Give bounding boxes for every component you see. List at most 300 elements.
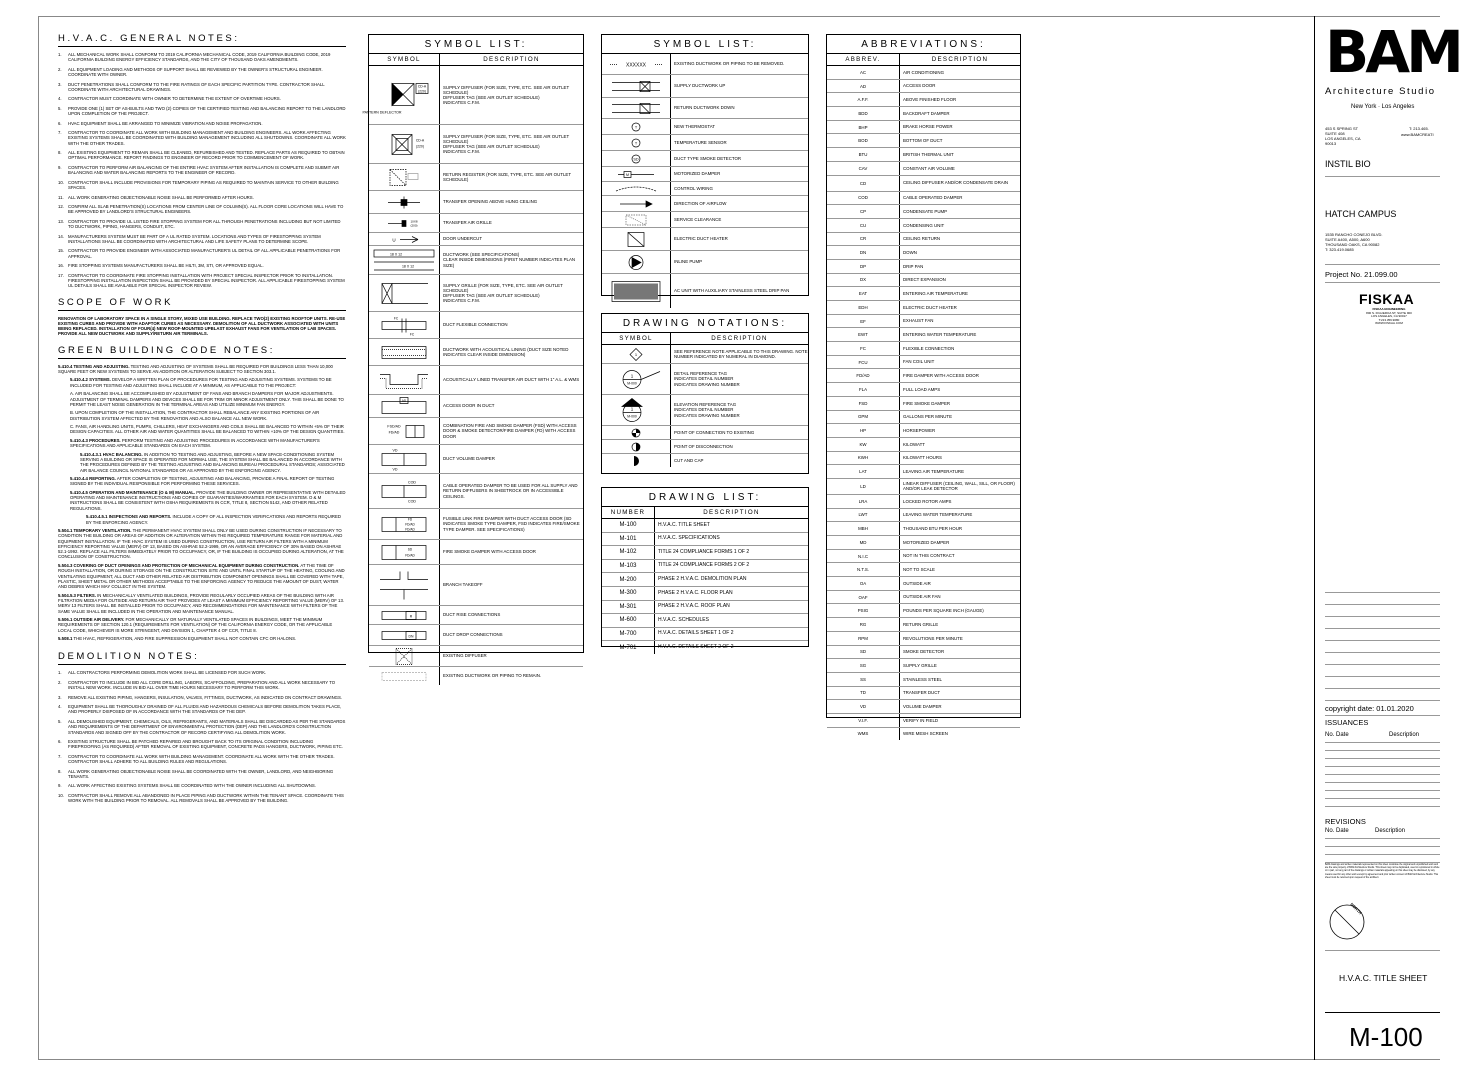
symbol-label: U bbox=[392, 237, 396, 242]
description-cell bbox=[440, 509, 583, 539]
disclaimer-text: BAM drawings and written materials represented on this sheet constitute the original and unpublished work and are the sole property of BAM Architecture Studio. This sheet may not be duplicated, used or reproduced in whole or in part, nor any part of the drawings or written materials appearing on this sheet may be disclosed, by any means used for any other work except by agreement and prior written consent of BAM Architecture Studio. This sheet must be returned upon request of the architect. bbox=[1325, 864, 1440, 879]
engineer-line: LOS ANGELES, CA 90017 bbox=[1371, 314, 1407, 319]
symbol-cell bbox=[369, 445, 440, 473]
revisions-description: Description bbox=[1375, 828, 1406, 834]
note-text: FIRE STOPPING SYSTEMS MANUFACTURERS SHALL BE HILTI, 3M, STI, OR APPROVED EQUAL. bbox=[68, 263, 264, 269]
green-note bbox=[58, 424, 346, 435]
abbreviation-description: ACCESS DOOR bbox=[903, 83, 936, 89]
description-cell bbox=[671, 274, 808, 308]
symbol-cell bbox=[369, 565, 440, 605]
symbol-label: 18 x 12 bbox=[401, 264, 415, 268]
description-cell bbox=[440, 366, 583, 394]
description-cell bbox=[440, 312, 583, 338]
table-row bbox=[369, 395, 583, 418]
note-text: CONTRACTOR TO PROVIDE UL LISTED FIRE STOPPING SYSTEM FOR ALL THROUGH PENETRATIONS INCLUDING BUT NOT LIMITED TO DUCTWORK, PIPING, HANGERS, CONDUIT, ETC. bbox=[68, 218, 341, 230]
description-cell bbox=[440, 540, 583, 564]
abbreviation: DN bbox=[827, 246, 900, 259]
symbol-label: 1 bbox=[630, 406, 634, 411]
green-title: GREEN BUILDING CODE NOTES: bbox=[58, 345, 346, 359]
table-row bbox=[827, 192, 1020, 206]
engineer-line: WWW.FISKAA.COM bbox=[1375, 321, 1403, 326]
note-item bbox=[58, 695, 346, 700]
table-row bbox=[827, 577, 1020, 591]
ruled-line bbox=[1325, 846, 1440, 847]
symbol-label: FD/AD bbox=[405, 522, 415, 526]
transfer-opening-icon bbox=[370, 192, 438, 213]
abbreviation: V.I.F. bbox=[827, 714, 900, 727]
fusible-link-icon bbox=[370, 510, 438, 539]
description-cell bbox=[440, 164, 583, 190]
sheet-title: H.V.A.C. TITLE SHEET bbox=[1339, 973, 1428, 983]
abbreviation: N.I.C bbox=[827, 550, 900, 563]
note-item bbox=[58, 165, 346, 176]
firm-phone: T: 213.465. bbox=[1409, 126, 1429, 131]
table-row bbox=[827, 591, 1020, 605]
abbreviation: FC bbox=[827, 342, 900, 355]
description-line: AC UNIT WITH AUXILIARY STAINLESS STEEL DRIP PAN bbox=[674, 288, 790, 294]
symbol-cell bbox=[602, 167, 671, 181]
table-row bbox=[602, 182, 808, 196]
green-note bbox=[58, 410, 346, 421]
note-text: ALL DEMOLISHED EQUIPMENT, CHEMICALS, OILS, REFRIGERANTS, AND MATERIALS SHALL BE DISCARDED AS PER THE STANDARDS AND REQUIREMENTS OF THE DEPARTMENT OF ENVIRONMENTAL PROTECTION (DEP) AND THE LANDLORD'S CONSTRUCTION STANDARDS AND SIGNED OFF BY THE CONTRACTOR OF RECORD CERTIFYING ALL DEMOLITION WORK. bbox=[68, 718, 346, 735]
abbreviation: OA bbox=[827, 577, 900, 590]
address-line: LOS ANGELES, CA bbox=[1325, 136, 1361, 141]
fire-smoke-damper-icon bbox=[370, 419, 438, 444]
description-cell bbox=[671, 395, 808, 425]
description-cell bbox=[671, 167, 808, 181]
abbreviation-description: KILOWATT bbox=[903, 441, 925, 447]
airflow-icon bbox=[603, 197, 669, 211]
description-line: EXISTING DUCTWORK OR PIPING TO BE REMOVED. bbox=[674, 61, 785, 67]
project-address-line: 1535 RANCHO CONEJO BLVD. bbox=[1325, 232, 1383, 237]
note-item bbox=[58, 793, 346, 804]
acoustical-lining-icon bbox=[370, 340, 438, 365]
symbol-cell bbox=[369, 312, 440, 338]
description-header: DESCRIPTION bbox=[703, 509, 760, 516]
green-note bbox=[58, 563, 346, 589]
table-row bbox=[602, 75, 808, 98]
ruled-line bbox=[1325, 616, 1440, 617]
abbreviation-description: CABLE OPERATED DAMPER bbox=[903, 195, 963, 201]
title-block bbox=[1314, 16, 1460, 1060]
copyright-date: copyright date: 01.01.2020 bbox=[1325, 704, 1414, 713]
symbol-label: VD bbox=[392, 467, 398, 471]
abbreviation: BTU bbox=[827, 148, 900, 161]
table-row bbox=[369, 646, 583, 667]
supply-diffuser-icon bbox=[362, 67, 438, 124]
abbreviation-description: CONDENSING UNIT bbox=[903, 222, 945, 228]
green-note-text: PERFORM TESTING AND ADJUSTING PROCEDURES IN ACCORDANCE WITH MANUFACTURER'S SPECIFICATIONS AND APPLICABLE STANDARDS ON EACH SYSTEM. bbox=[70, 437, 320, 449]
duct-flexible-icon bbox=[370, 313, 438, 338]
project-address-line: T: 323.419.0685 bbox=[1325, 247, 1354, 252]
symbol-cell bbox=[369, 233, 440, 245]
table-row bbox=[827, 328, 1020, 342]
table-row bbox=[827, 80, 1020, 94]
drawing-number: M-600 bbox=[602, 614, 655, 627]
description-line: DIRECTION OF AIRFLOW bbox=[674, 200, 727, 206]
table-row bbox=[827, 495, 1020, 509]
green-note-heading: 5.506.1 OUTSIDE AIR DELIVERY. bbox=[58, 617, 125, 622]
table-row bbox=[369, 164, 583, 191]
green-note bbox=[58, 391, 346, 407]
note-text: CONTRACTOR TO INCLUDE IN BID ALL CORE DRILLING, LABORS, SCAFFOLDING, PREPARATION AND ALL WORK NECESSARY TO INSTALL NEW WORK. INCLUDE IN BID ALL OVER TIME HOURS NECESSARY TO PERFORM THIS WORK. bbox=[68, 679, 336, 691]
symbol-cell bbox=[602, 426, 671, 439]
symbol-cell bbox=[369, 339, 440, 365]
green-note-heading: 5.410.4.5 OPERATION AND MAINTENANCE (O & M) MANUAL. bbox=[70, 489, 196, 495]
abbreviation-description: CEILING DIFFUSER AND/OR CONDENSATE DRAIN bbox=[903, 180, 1009, 186]
symbol-label: AD bbox=[401, 398, 407, 403]
description-line: CUT AND CAP bbox=[674, 457, 704, 463]
description-line: POINT OF CONNECTION TO EXISTING bbox=[674, 429, 755, 435]
abbreviation-description: EXHAUST FAN bbox=[903, 318, 934, 324]
note-number: 8. bbox=[58, 150, 62, 156]
point-connection-icon bbox=[603, 427, 669, 439]
description-cell bbox=[671, 440, 808, 453]
abbreviation-description: LEAVING WATER TEMPERATURE bbox=[903, 512, 973, 518]
symbol-cell bbox=[602, 440, 671, 453]
abbreviation: COD bbox=[827, 192, 900, 205]
symbol-cell bbox=[369, 474, 440, 508]
return-register-icon bbox=[370, 165, 438, 190]
drawing-number: M-700 bbox=[602, 628, 655, 641]
note-text: CONTRACTOR TO PERFORM AIR BALANCING OF THE ENTIRE HVAC SYSTEM AFTER INSTALLATION IS COMPLETE AND SUBMIT AIR BALANCING AND WATER BALANCING REPORTS TO THE ENGINEER OF RECORD. bbox=[68, 164, 340, 176]
abbreviation: FD/AD bbox=[827, 369, 900, 382]
description-cell bbox=[440, 246, 583, 274]
description-line: DUCT FLEXIBLE CONNECTION bbox=[443, 322, 508, 328]
table-row bbox=[369, 191, 583, 214]
symbol-cell bbox=[369, 625, 440, 645]
notes-column bbox=[58, 33, 346, 808]
abbreviation: PSIG bbox=[827, 604, 900, 617]
symbol-label: M-000 bbox=[627, 414, 637, 418]
symbol-label: R bbox=[409, 614, 413, 618]
description-cell bbox=[440, 667, 583, 685]
green-note bbox=[58, 514, 346, 525]
address-line: 90013 bbox=[1325, 141, 1337, 146]
note-item bbox=[58, 234, 346, 245]
abbreviation-description: OUTSIDE AIR bbox=[903, 580, 931, 586]
description-cell bbox=[671, 212, 808, 227]
table-row bbox=[602, 533, 808, 547]
table-row bbox=[827, 246, 1020, 260]
ruled-line bbox=[1325, 700, 1440, 701]
drawing-number: M-701 bbox=[602, 641, 655, 654]
table-row bbox=[827, 369, 1020, 383]
divider bbox=[1325, 176, 1440, 177]
note-text: EXISTING STRUCTURE SHALL BE PATCHED REPAIRED AND BROUGHT BACK TO ITS ORIGINAL CONDITION INCLUDING FIREPROOFING (AS REQUIRED) AFTER REMOVAL OF EXISTING EQUIPMENT, CONCRETE PADS HANGERS, DUCTWORK, PIPING ETC. bbox=[68, 738, 343, 750]
cut-cap-icon bbox=[603, 455, 669, 467]
abbreviation-description: HORSEPOWER bbox=[903, 427, 936, 433]
table-row bbox=[602, 519, 808, 533]
table-row bbox=[369, 275, 583, 312]
description-line: COMBINATION FIRE AND SMOKE DAMPER (FSD) WITH ACCESS DOOR & SMOKE DETECTOR/FIRE DAMPER (FD) WITH ACCESS DOOR bbox=[443, 423, 577, 439]
abbreviation-description: GALLONS PER MINUTE bbox=[903, 414, 953, 420]
note-text: ALL EQUIPMENT LOADING AND METHODS OF SUPPORT SHALL BE REVIEWED BY THE OWNER'S STRUCTURAL ENGINEER. COORDINATE WITH OWNER. bbox=[68, 66, 323, 78]
description-cell bbox=[671, 54, 808, 74]
symbol-cell bbox=[369, 214, 440, 232]
abbreviation: SS bbox=[827, 673, 900, 686]
drawing-description: H.V.A.C. SCHEDULES bbox=[658, 616, 709, 623]
abbreviation: KWH bbox=[827, 452, 900, 465]
table-row bbox=[827, 465, 1020, 479]
abbreviation-description: LINEAR DIFFUSER (CEILING, WALL, SILL, OR FLOOR) AND/OR LEAK DETECTOR bbox=[903, 481, 1015, 492]
symbol-cell bbox=[369, 540, 440, 564]
table-row bbox=[827, 646, 1020, 660]
note-number: 4. bbox=[58, 96, 62, 102]
symbol-label: DN bbox=[408, 634, 414, 638]
symbol-cell bbox=[369, 191, 440, 213]
table-row bbox=[827, 162, 1020, 176]
green-note-text: AT THE TIME OF ROUGH INSTALLATION, OR DURING STORAGE ON THE CONSTRUCTION SITE AND UNTIL FINAL STARTUP OF THE HEATING, COOLING AND VENTILATING EQUIPMENT, ALL DUCT AND OTHER RELATED AIR DISTRIBUTION COMPONENT OPENINGS SHALL BE COVERED WITH TAPE, PLASTIC, SHEET METAL OR OTHER METHODS ACCEPTABLE TO THE ENFORCING AGENCY TO REDUCE THE AMOUNT OF DUST, WATER AND DEBRIS WHICH MAY COLLECT IN THE SYSTEM. bbox=[58, 562, 345, 590]
service-clearance-icon bbox=[603, 213, 669, 227]
abbreviation-description: FLEXIBLE CONNECTION bbox=[903, 345, 955, 351]
note-number: 12. bbox=[58, 204, 64, 209]
abbreviation-description: ENTERING AIR TEMPERATURE bbox=[903, 291, 968, 297]
table-row bbox=[827, 728, 1020, 741]
description-cell bbox=[671, 251, 808, 273]
table-row bbox=[827, 522, 1020, 536]
note-text: CONTRACTOR TO COORDINATE FIRE STOPPING INSTALLATION WITH PROJECT SPECIAL INSPECTOR PRIOR TO INSTALLATION. FIRESTOPPING INSTALLATION INSPECTION SHALL BE PROVIDED BY SPECIAL INSPECTOR. ALL APPLICABLE FIRESTOPPING SYSTEM UL DETAILS SHALL BE AVAILABLE FOR SPECIAL INSPECTOR REVIEW. bbox=[68, 272, 345, 289]
description-line: EXISTING DUCTWORK OR PIPING TO REMAIN. bbox=[443, 673, 542, 679]
symbol-label: 18 x 12 bbox=[389, 252, 403, 256]
symbol-list-title: SYMBOL LIST: bbox=[369, 35, 583, 54]
description-line: DIFFUSER TAG (SEE AIR OUTLET SCHEDULE) bbox=[443, 293, 540, 298]
revisions-no-date: No. Date bbox=[1325, 828, 1349, 834]
description-cell bbox=[440, 395, 583, 417]
note-item bbox=[58, 82, 346, 93]
description-line: DOOR UNDERCUT bbox=[443, 236, 483, 242]
abbreviation-description: CEILING RETURN bbox=[903, 236, 941, 242]
notation-rows bbox=[602, 345, 808, 467]
abbreviation: FSD bbox=[827, 397, 900, 410]
note-number: 17. bbox=[58, 272, 64, 278]
table-row bbox=[602, 573, 808, 587]
note-item bbox=[58, 67, 346, 78]
symbol-cell bbox=[369, 509, 440, 539]
note-item bbox=[58, 754, 346, 765]
note-number: 13. bbox=[58, 218, 64, 224]
note-text: CONTRACTOR TO PROVIDE ENGINEER WITH ASSOCIATED MANUFACTURER'S UL DETAIL OF ALL APPLICABLE PENETRATIONS FOR APPROVAL. bbox=[68, 248, 341, 259]
abbreviation: A.F.F. bbox=[827, 93, 900, 106]
table-row bbox=[602, 641, 808, 654]
ruled-line bbox=[1325, 838, 1440, 839]
ruled-line bbox=[1325, 604, 1440, 605]
abbreviation-description: POUNDS PER SQUARE INCH (GAUGE) bbox=[903, 608, 984, 614]
description-cell bbox=[440, 565, 583, 605]
note-number: 11. bbox=[58, 194, 64, 200]
note-number: 6. bbox=[58, 738, 62, 744]
table-row bbox=[827, 632, 1020, 646]
description-line: INDICATES DETAIL NUMBER bbox=[674, 407, 734, 413]
table-row bbox=[369, 606, 583, 625]
drawing-description: PHASE 2 H.V.A.C. DEMOLITION PLAN bbox=[658, 576, 747, 583]
description-cell bbox=[671, 135, 808, 150]
drawing-notations-title: DRAWING NOTATIONS: bbox=[602, 314, 808, 333]
symbol-cell bbox=[602, 454, 671, 467]
symbol-label: M bbox=[626, 172, 629, 177]
green-note-heading: 5.508.1 bbox=[58, 636, 73, 642]
description-cell bbox=[440, 474, 583, 508]
description-cell bbox=[671, 364, 808, 394]
symbol-list-table-1 bbox=[362, 34, 584, 679]
abbreviation: MD bbox=[827, 536, 900, 549]
description-cell bbox=[671, 182, 808, 195]
symbol-rows bbox=[602, 54, 808, 308]
table-row bbox=[827, 176, 1020, 192]
note-item bbox=[58, 195, 346, 200]
description-cell bbox=[440, 418, 583, 444]
duct-heater-icon bbox=[603, 229, 669, 250]
access-door-icon bbox=[370, 396, 438, 417]
temp-sensor-icon bbox=[603, 136, 669, 150]
note-text: ALL WORK GENERATING OBJECTIONABLE NOISE SHALL BE PERFORMED AFTER HOURS. bbox=[68, 194, 254, 200]
ruled-line bbox=[1325, 652, 1440, 653]
description-line: SEE REFERENCE NOTE APPLICABLE TO THIS DRAWING. NOTE NUMBER INDICATED BY NUMERAL IN DIAMOND. bbox=[674, 348, 808, 359]
note-item bbox=[58, 680, 346, 691]
abbreviation: AC bbox=[827, 66, 900, 79]
ruled-line bbox=[1325, 676, 1440, 677]
note-item bbox=[58, 670, 346, 675]
north-label: NORTH bbox=[1349, 901, 1363, 916]
note-text: ALL WORK AFFECTING EXISTING SYSTEMS SHALL BE COORDINATED WITH THE OWNER INCLUDING ALL SHUTDOWNS. bbox=[68, 783, 316, 789]
table-row bbox=[369, 540, 583, 565]
revisions-label: REVISIONS bbox=[1325, 817, 1366, 826]
drawing-description: H.V.A.C. DETAILS SHEET 2 OF 2 bbox=[658, 644, 734, 651]
fire-smoke-access-icon bbox=[370, 541, 438, 564]
xxxxxx-icon bbox=[603, 55, 669, 74]
table-row bbox=[827, 673, 1020, 687]
abbreviation: RG bbox=[827, 618, 900, 631]
green-note bbox=[58, 490, 346, 511]
description-line: TRANSFER AIR GRILLE bbox=[443, 220, 492, 226]
description-cell bbox=[671, 75, 808, 97]
note-number: 7. bbox=[58, 130, 62, 136]
description-line: DUCT RISE CONNECTIONS bbox=[443, 612, 501, 618]
note-item bbox=[58, 121, 346, 126]
description-line: SUPPLY GRILLE (FOR SIZE, TYPE, ETC. SEE AIR OUTLET SCHEDULE) bbox=[443, 282, 563, 293]
symbol-cell bbox=[602, 364, 671, 394]
table-row bbox=[827, 93, 1020, 107]
note-text: ALL CONTRACTORS PERFORMING DEMOLITION WORK SHALL BE LICENSED FOR SUCH WORK. bbox=[68, 670, 267, 676]
description-cell bbox=[440, 445, 583, 473]
abbreviation: CR bbox=[827, 233, 900, 246]
green-note-text: INCLUDE A COPY OF ALL INSPECTION VERIFICATIONS AND REPORTS REQUIRED BY THE ENFORCING AGENCY. bbox=[86, 514, 341, 525]
abbreviation-description: WIRE MESH SCREEN bbox=[903, 731, 948, 737]
green-note bbox=[58, 617, 346, 633]
abbreviation: DP bbox=[827, 260, 900, 273]
drawing-description: PHASE 2 H.V.A.C. ROOF PLAN bbox=[658, 603, 730, 610]
abbreviation: LWT bbox=[827, 509, 900, 522]
description-line: DIFFUSER TAG (SEE AIR OUTLET SCHEDULE) bbox=[443, 95, 540, 100]
symbol-label: (200) bbox=[410, 223, 418, 227]
smoke-detector-icon bbox=[603, 152, 669, 166]
abbreviation-description: CONSTANT AIR VOLUME bbox=[903, 165, 955, 171]
green-note-heading: 5.504.3 COVERING OF DUCT OPENINGS AND PROTECTION OF MECHANICAL EQUIPMENT DURING CONSTRUCTION. bbox=[58, 562, 300, 568]
table-row bbox=[369, 565, 583, 606]
description-cell bbox=[671, 119, 808, 134]
symbol-label: VD bbox=[392, 448, 398, 452]
branch-takeoff-icon bbox=[370, 566, 438, 605]
symbol-cell bbox=[369, 246, 440, 274]
abbreviation-description: NOT TO SCALE bbox=[903, 567, 935, 573]
drawing-number: M-103 bbox=[602, 560, 655, 573]
table-row bbox=[827, 659, 1020, 673]
supply-diffuser-2-icon bbox=[370, 126, 438, 163]
door-undercut-icon bbox=[370, 234, 438, 245]
green-note-text: C. FANS, AIR HANDLING UNITS, PUMPS, CHILLERS, HEAT EXCHANGERS AND COILS SHALL BE BALANCED TO WITHIN +5% OF THEIR DESIGN CAPACITIES. ALL OTHER AIR AND WATER QUANTITIES SHALL BE BALANCED TO WITHIN +10% OF THE DESIGN QUANTITIES. bbox=[70, 424, 345, 435]
description-cell bbox=[440, 214, 583, 232]
note-text: ALL MECHANICAL WORK SHALL CONFORM TO 2019 CALIFORNIA MECHANICAL CODE, 2019 CALIFORNIA BUILDING CODE, 2019 CALIFORNIA BUILDING ENERGY EFFICIENCY STANDARDS, AND THE CITY OF THOUSAND OAKS AMENDMENTS. bbox=[68, 52, 331, 63]
table-row bbox=[602, 426, 808, 440]
symbol-cell bbox=[602, 345, 671, 363]
note-number: 3. bbox=[58, 694, 62, 700]
symbol-cell bbox=[602, 75, 671, 97]
supply-grille-icon bbox=[370, 276, 438, 311]
note-number: 15. bbox=[58, 248, 64, 254]
symbol-label: FD/AD bbox=[405, 527, 415, 531]
description-line: POINT OF DISCONNECTION bbox=[674, 443, 733, 449]
description-line: INDICATES C.F.M. bbox=[443, 298, 480, 304]
description-cell bbox=[440, 275, 583, 311]
description-line: EXISTING DIFFUSER bbox=[443, 653, 487, 659]
description-line: NEW THERMOSTAT bbox=[674, 123, 715, 129]
transfer-grille-icon bbox=[370, 215, 438, 232]
symbol-cell bbox=[602, 196, 671, 211]
description-header: DESCRIPTION bbox=[711, 335, 768, 342]
ductwork-icon bbox=[370, 247, 438, 274]
table-row bbox=[827, 121, 1020, 135]
abbreviation-rows bbox=[827, 66, 1020, 740]
description-line: ELECTRIC DUCT HEATER bbox=[674, 236, 728, 242]
abbreviation: WMS bbox=[827, 728, 900, 741]
ruled-line bbox=[1325, 798, 1440, 799]
note-text: CONTRACTOR TO COORDINATE ALL WORK WITH BUILDING MANAGEMENT. COORDINATE ALL WORK WITH THE OTHER TRADES. CONTRACTOR SHALL ADHERE TO ALL BUILDING RULES AND REGULATIONS. bbox=[68, 753, 335, 765]
green-note-heading: 5.504.1 TEMPORARY VENTILATION. bbox=[58, 527, 132, 533]
symbol-cell bbox=[369, 606, 440, 624]
green-note-text: FOR MECHANICALLY OR NATURALLY VENTILATED SPACES IN BUILDINGS, MEET THE MINIMUM REQUIREMENTS OF SECTION 120.1 (REQUIREMENTS FOR VENTILATION) OF THE CALIFORNIA ENERGY CODE, OR THE APPLICABLE LOCAL CODE, WHICHEVER IS MORE STRINGENT, AND DIVISION 1, CHAPTER 4 OF CCR, TITLE 8. bbox=[58, 617, 333, 633]
firm-cities: New York · Los Angeles bbox=[1351, 104, 1415, 110]
address-line: 453 S SPRING ST bbox=[1325, 126, 1359, 131]
ruled-line bbox=[1325, 766, 1440, 767]
description-line: RETURN REGISTER (FOR SIZE, TYPE, ETC. SEE AIR OUTLET SCHEDULE) bbox=[443, 171, 571, 182]
note-item bbox=[58, 739, 346, 750]
abbreviation-description: MOTORIZED DAMPER bbox=[903, 539, 950, 545]
cable-damper-icon bbox=[370, 475, 438, 508]
table-row bbox=[827, 233, 1020, 247]
drawing-description: TITLE 24 COMPLIANCE FORMS 1 OF 2 bbox=[658, 548, 750, 555]
note-item bbox=[58, 769, 346, 780]
abbreviation-description: LEAVING AIR TEMPERATURE bbox=[903, 468, 964, 474]
general-notes-list bbox=[58, 52, 346, 289]
symbol-label: SD bbox=[407, 547, 413, 551]
table-row bbox=[369, 312, 583, 339]
description-line: SUPPLY DIFFUSER (FOR SIZE, TYPE, ETC. SEE AIR OUTLET SCHEDULE) bbox=[443, 84, 570, 95]
note-item bbox=[58, 106, 346, 117]
duct-drop-icon bbox=[370, 626, 438, 645]
symbol-cell bbox=[369, 646, 440, 666]
drawing-number: M-300 bbox=[602, 587, 655, 600]
description-header: DESCRIPTION bbox=[483, 56, 540, 63]
firm-name: Architecture Studio bbox=[1325, 86, 1436, 97]
table-row bbox=[369, 474, 583, 509]
abbreviation: N.T.S. bbox=[827, 563, 900, 576]
abbreviation: VD bbox=[827, 700, 900, 713]
table-row bbox=[827, 107, 1020, 121]
abbreviation-description: REVOLUTIONS PER MINUTE bbox=[903, 635, 963, 641]
abbreviation-description: KILOWATT HOURS bbox=[903, 455, 942, 461]
firm-website: www.BAMCREATI bbox=[1401, 132, 1434, 137]
note-text: ALL WORK GENERATING OBJECTIONABLE NOISE SHALL BE COORDINATED WITH THE OWNER, LANDLORD, AND NEIGHBORING TENANTS. bbox=[68, 768, 334, 779]
